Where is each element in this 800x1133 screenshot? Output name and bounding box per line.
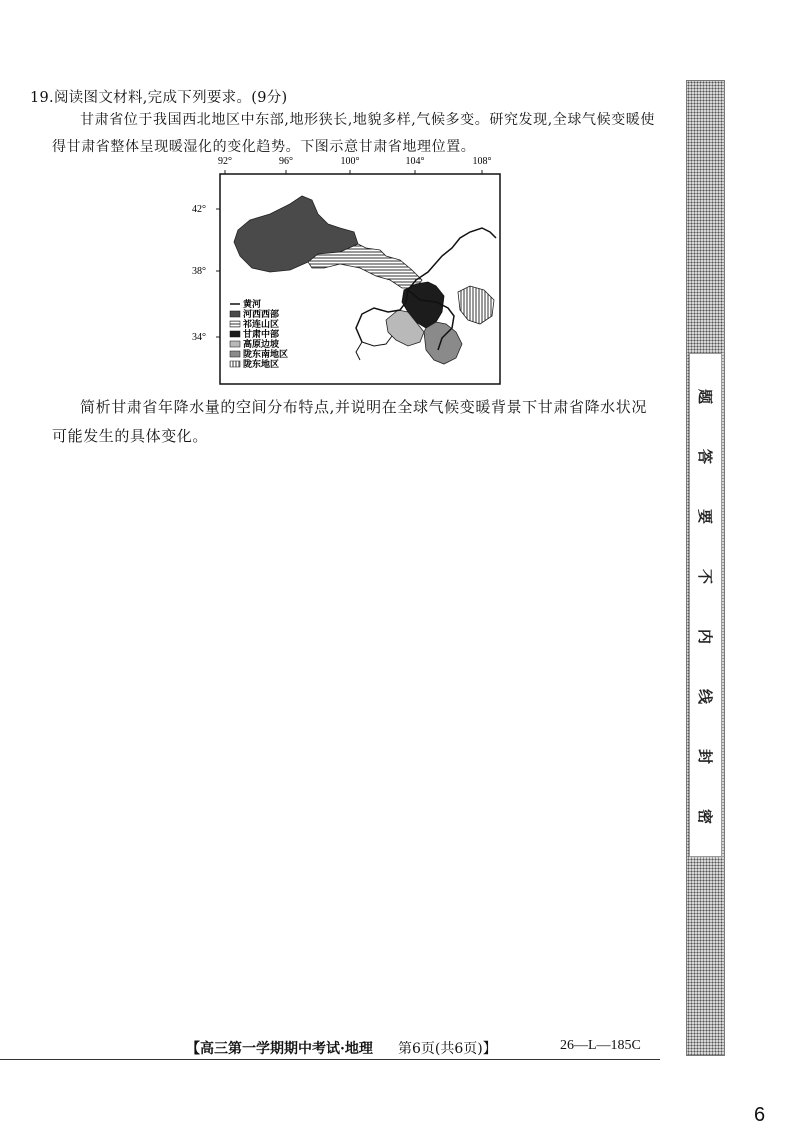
lat-label: 42°: [192, 204, 206, 215]
map-legend: [230, 298, 288, 370]
seal-char: 答: [696, 448, 714, 464]
seal-char: 内: [696, 628, 714, 644]
page-number: 6: [754, 1104, 766, 1126]
legend-label: 甘肃中部: [243, 330, 280, 340]
seal-text-box: [689, 353, 722, 857]
question-header: 19.阅读图文材料,完成下列要求。(9分): [30, 90, 288, 106]
lon-label: 96°: [279, 156, 293, 167]
seal-char: 不: [696, 568, 714, 584]
gansu-location-map: [190, 152, 510, 388]
page-footer: [0, 1035, 660, 1060]
map-svg: [190, 152, 510, 388]
lat-label: 38°: [192, 266, 206, 277]
legend-label: 陇东地区: [243, 360, 280, 370]
lon-label: 108°: [472, 156, 492, 167]
lon-label: 100°: [340, 156, 360, 167]
legend-label: 祁连山区: [243, 320, 280, 330]
lat-label: 34°: [192, 332, 206, 343]
legend-swatch: [230, 351, 240, 357]
seal-char: 密: [696, 808, 714, 824]
material-text: 甘肃省位于我国西北地区中东部,地形狭长,地貌多样,气候多变。研究发现,全球气候变暖使得甘肃省整体呈现暖湿化的变化趋势。下图示意甘肃省地理位置。: [52, 112, 655, 155]
seal-char: 要: [696, 508, 714, 524]
legend-swatch: [230, 311, 240, 317]
lon-label: 104°: [405, 156, 425, 167]
region-longdongnan: [424, 322, 462, 364]
region-longdong: [458, 286, 494, 324]
legend-swatch: [230, 321, 240, 327]
footer-title: 【高三第一学期期中考试·地理: [186, 1041, 373, 1057]
lon-label: 92°: [218, 156, 232, 167]
legend-swatch: [230, 341, 240, 347]
task-paragraph: [52, 393, 662, 451]
task-text: 简析甘肃省年降水量的空间分布特点,并说明在全球气候变暖背景下甘肃省降水状况可能发生的具体变化。: [52, 398, 647, 445]
seal-char: 封: [696, 748, 714, 764]
legend-label: 陇东南地区: [243, 350, 289, 360]
seal-char: 线: [696, 688, 714, 704]
legend-label: 黄河: [243, 300, 262, 310]
legend-label: 高原边坡: [243, 340, 280, 350]
seal-strip: [686, 80, 725, 1056]
footer-page-info: 第6页(共6页)】: [398, 1041, 497, 1057]
seal-char: 题: [696, 388, 714, 404]
footer-code: 26—L—185C: [560, 1038, 641, 1053]
legend-swatch: [230, 361, 240, 367]
legend-label: 河西西部: [243, 310, 280, 320]
legend-swatch: [230, 331, 240, 337]
